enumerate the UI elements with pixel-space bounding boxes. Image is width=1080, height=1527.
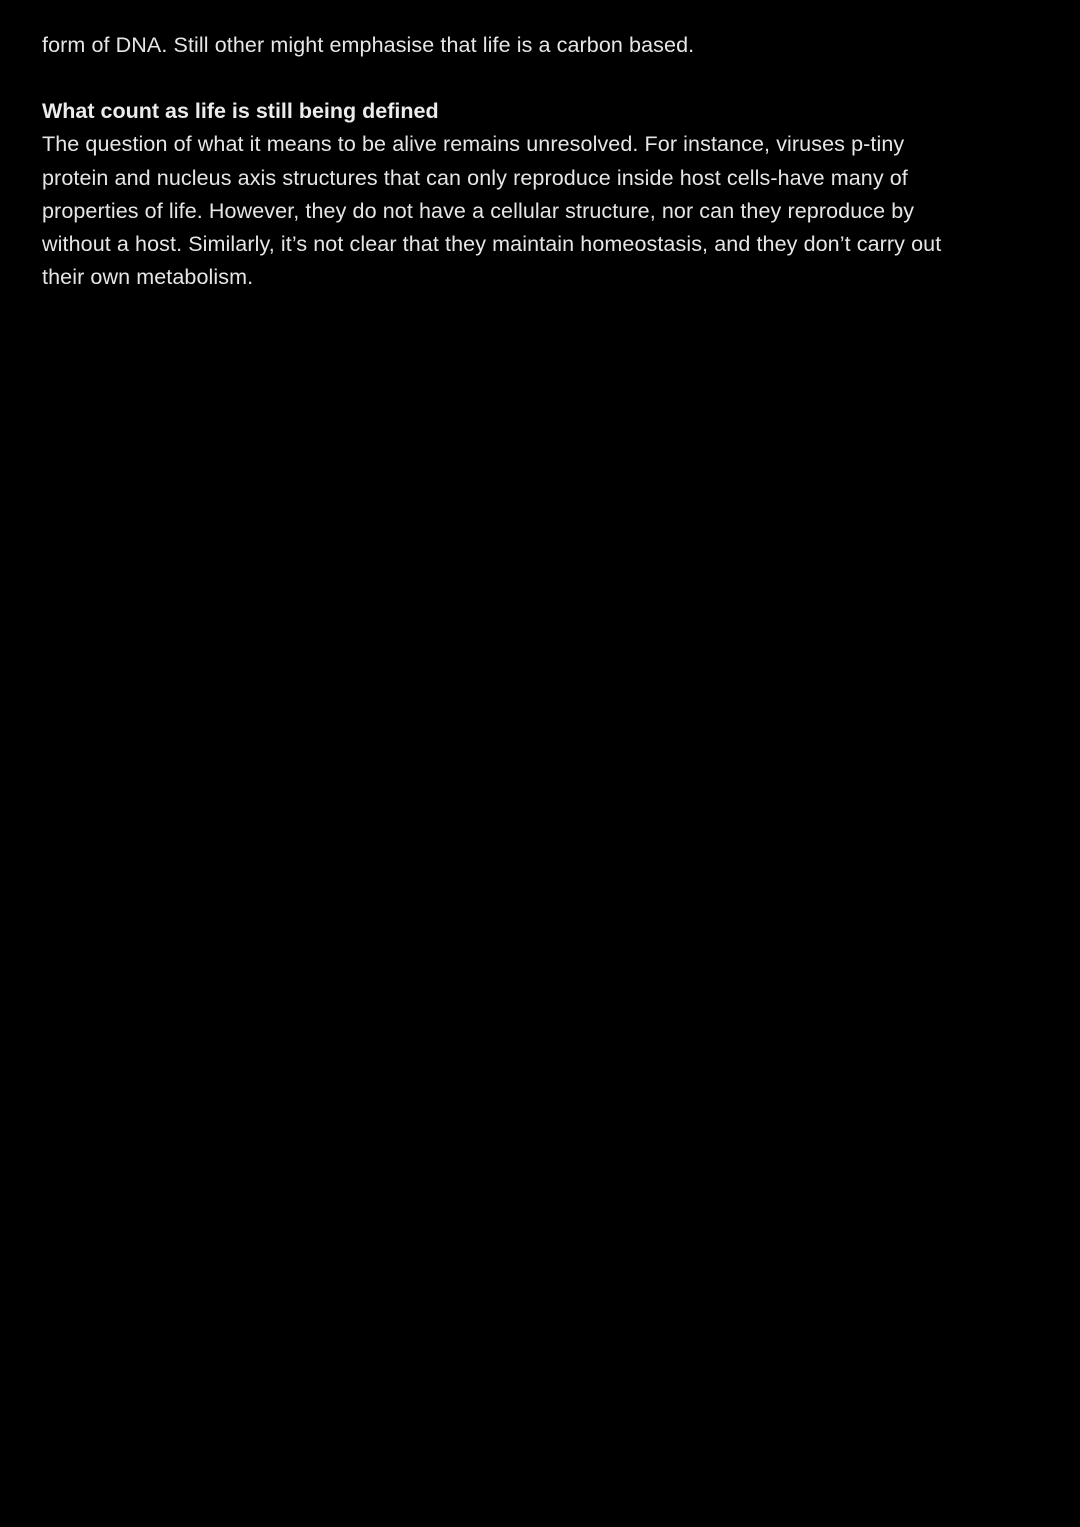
section-heading: What count as life is still being defined [42, 99, 439, 124]
document-content [42, 29, 1042, 294]
section-body-paragraph: The question of what it means to be alive remains unresolved. For instance, viruses p-tiny protein and nucleus axis structures that can only reproduce inside host cells-have many of properties of life. However, they do not have a cellular structure, nor can they reproduce by without a host. Similarly, it’s not clear that they maintain homeostasis, and they don’t carry out their own metabolism. [42, 132, 942, 290]
intro-paragraph: form of DNA. Still other might emphasise that life is a carbon based. [42, 33, 695, 57]
